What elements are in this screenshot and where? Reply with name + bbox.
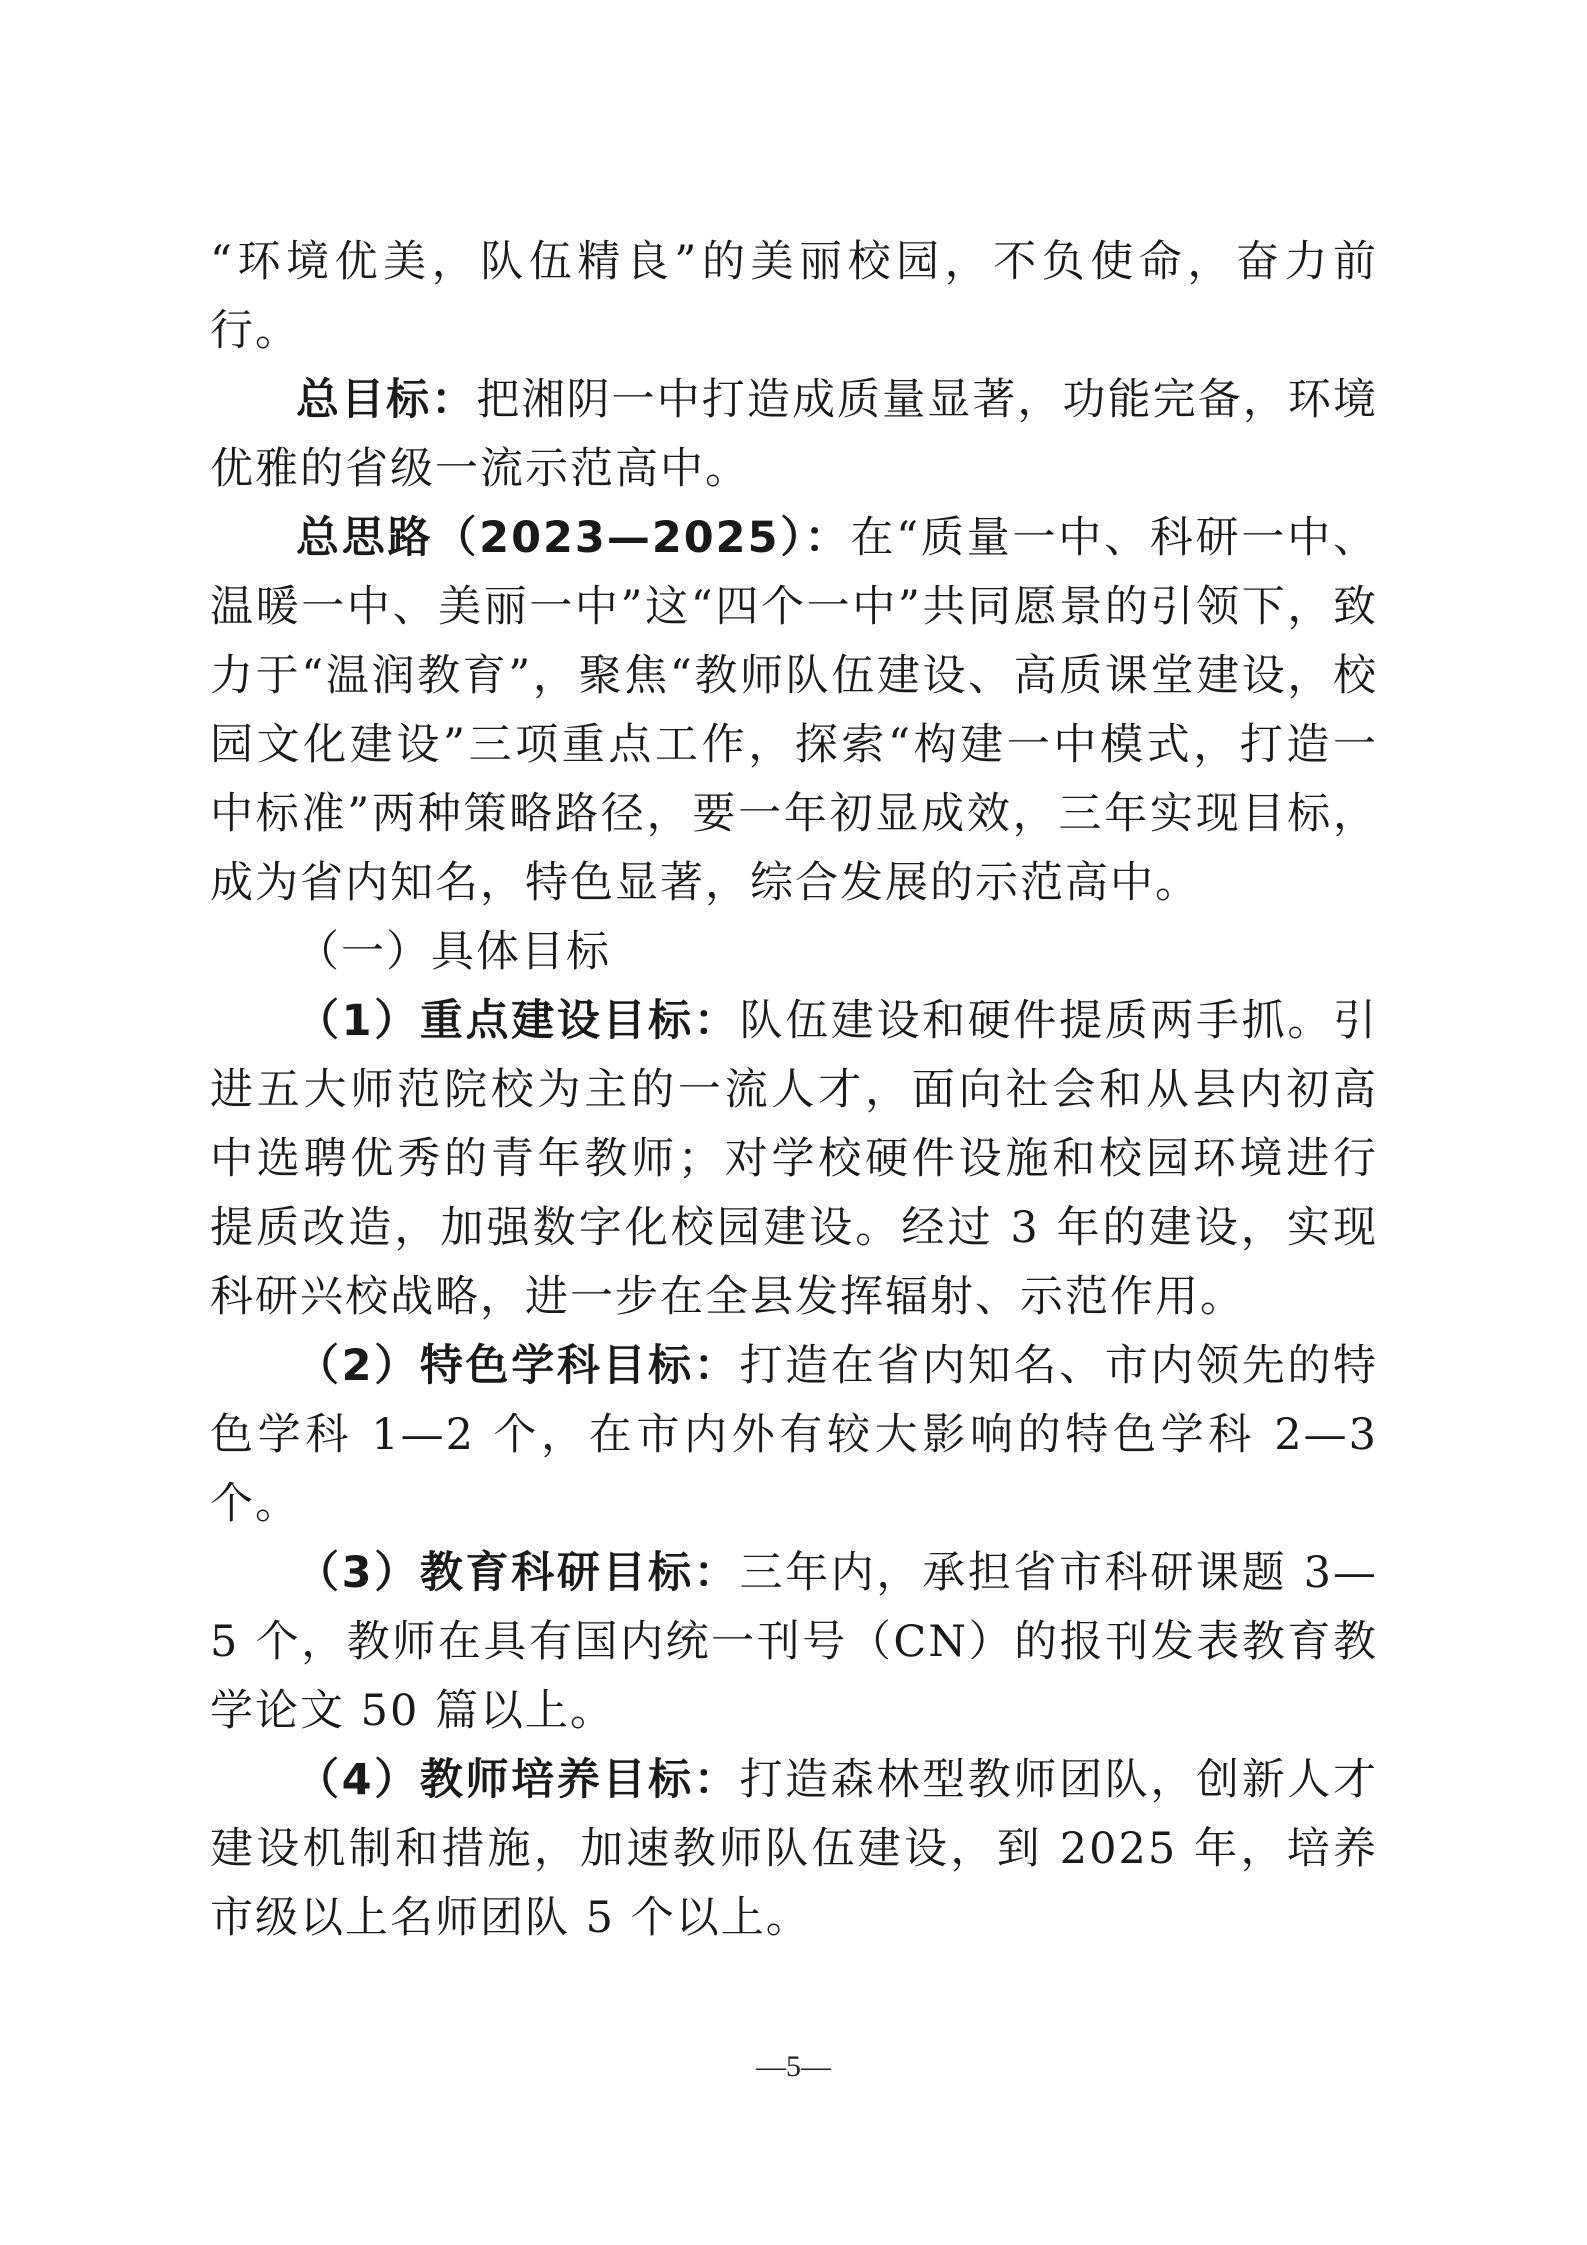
paragraph-intro-continuation xyxy=(210,228,1378,366)
paragraph-text: 打造森林型教师团队，创新人才建设机制和措施，加速教师队伍建设，到 2025 年，培养市级以上名师团队 5 个以上。 xyxy=(210,1755,1379,1943)
paragraph-goal-1 xyxy=(210,987,1378,1332)
section-heading-text: （一）具体目标 xyxy=(296,927,611,977)
section-heading xyxy=(210,918,1378,987)
paragraph-overall-approach xyxy=(210,504,1378,918)
paragraph-overall-goal xyxy=(210,366,1378,504)
paragraph-lead: 总思路（2023—2025）： xyxy=(296,513,851,563)
paragraph-goal-2 xyxy=(210,1332,1378,1539)
paragraph-lead: （3）教育科研目标： xyxy=(296,1548,740,1598)
paragraph-text: 把湘阴一中打造成质量显著，功能完备，环境优雅的省级一流示范高中。 xyxy=(210,375,1379,494)
paragraph-lead: （2）特色学科目标： xyxy=(296,1341,740,1391)
paragraph-lead: 总目标： xyxy=(296,375,477,425)
paragraph-text: 打造在省内知名、市内领先的特色学科 1—2 个，在市内外有较大影响的特色学科 2—3 个。 xyxy=(210,1341,1379,1529)
paragraph-text: “环境优美，队伍精良”的美丽校园，不负使命，奋力前行。 xyxy=(210,237,1378,356)
paragraph-text: 在“质量一中、科研一中、温暖一中、美丽一中”这“四个一中”共同愿景的引领下，致力于“温润教育”，聚焦“教师队伍建设、高质课堂建设，校园文化建设”三项重点工作，探索“构建一中模式，打造一中标准”两种策略路径，要一年初显成效，三年实现目标，成为省内知名，特色显著，综合发展的示范高中。 xyxy=(210,513,1379,908)
paragraph-lead: （4）教师培养目标： xyxy=(296,1755,740,1805)
paragraph-text: 三年内，承担省市科研课题 3—5 个，教师在具有国内统一刊号（CN）的报刊发表教育教学论文 50 篇以上。 xyxy=(210,1548,1378,1736)
page-number: —5— xyxy=(756,2050,831,2083)
paragraph-goal-4 xyxy=(210,1746,1378,1953)
paragraph-text: 队伍建设和硬件提质两手抓。引进五大师范院校为主的一流人才，面向社会和从县内初高中选聘优秀的青年教师；对学校硬件设施和校园环境进行提质改造，加强数字化校园建设。经过 3 年的建设，实现科研兴校战略，进一步在全县发挥辐射、示范作用。 xyxy=(210,996,1379,1322)
document-body xyxy=(210,228,1378,1953)
paragraph-goal-3 xyxy=(210,1539,1378,1746)
paragraph-lead: （1）重点建设目标： xyxy=(296,996,740,1046)
